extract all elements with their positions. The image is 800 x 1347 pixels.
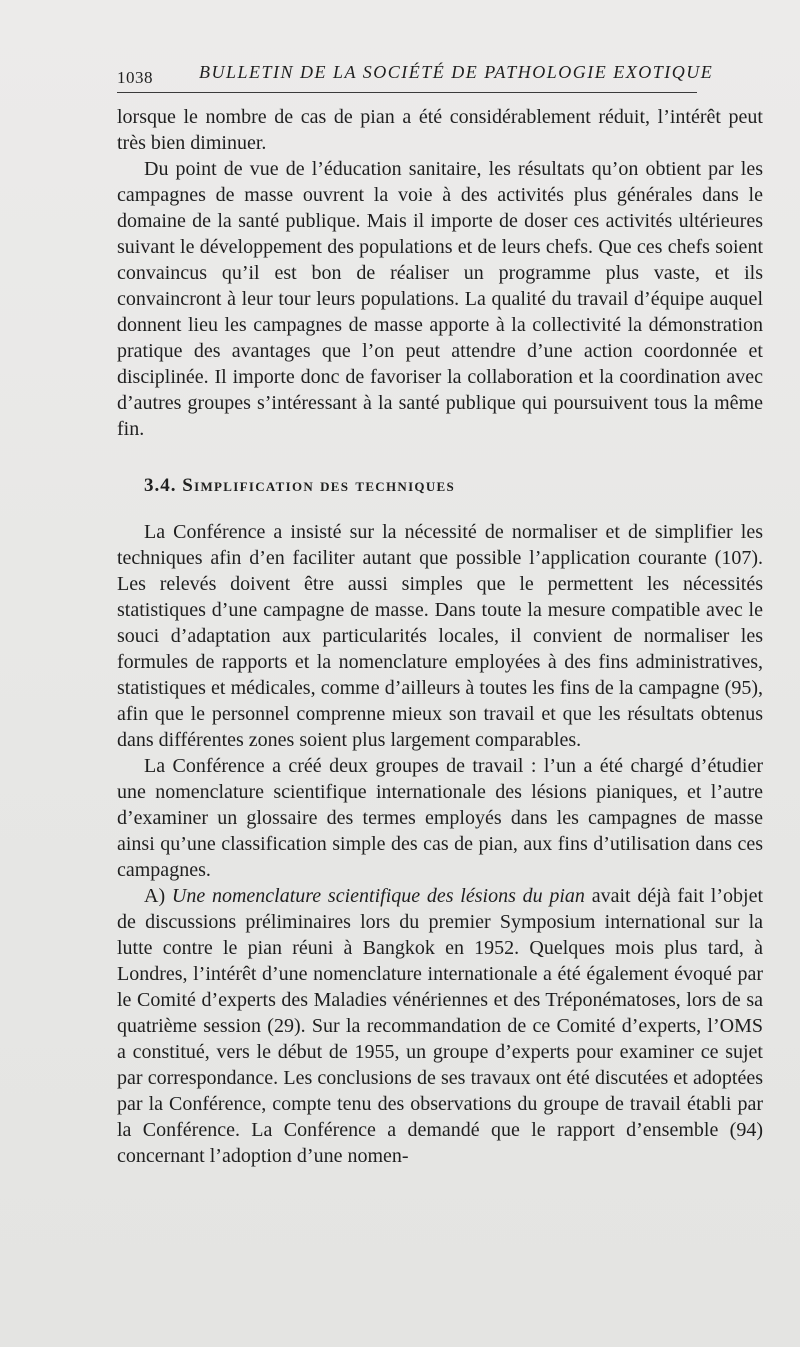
page-number: 1038	[117, 68, 153, 87]
nomenclature-text: avait déjà fait l’objet de discussions préliminaires lors du premier Symposium international sur la lutte contre le pian réuni à Bangkok en 1952. Quelques mois plus tard, à Londres, l’intérêt d’une nomenclature internationale a été également évoqué par le Comité d’experts des Maladies vénériennes et des Tréponématoses, lors de sa quatrième session (29). Sur la recommandation de ce Comité d’experts, l’OMS a constitué, vers le début de 1955, un groupe d’experts pour examiner ce sujet par correspondance. Les conclusions de ses travaux ont été discutées et adoptées par la Conférence, compte tenu des observations du groupe de travail établi par la Conférence. La Conférence a demandé que le rapport d’ensemble (94) concernant l’adoption d’une nomen-	[117, 885, 764, 1167]
paragraph-working-groups: La Conférence a créé deux groupes de travail : l’un a été chargé d’étudier une nomenclature scientifique internationale des lésions pianiques, et l’autre d’examiner un glossaire des termes employés dans les campagnes de masse ainsi qu’une classification simple des cas de pian, aux fins d’utilisation dans ces campagnes.	[117, 755, 763, 881]
nomenclature-title: Une nomenclature scientifique des lésions du pian	[171, 885, 585, 907]
page-header	[117, 56, 714, 93]
page-text	[117, 104, 763, 1169]
paragraph-techniques: La Conférence a insisté sur la nécessité de normaliser et de simplifier les techniques afin d’en faciliter autant que possible l’application courante (107). Les relevés doivent être aussi simples que le permettent les nécessités statistiques d’une campagne de masse. Dans toute la mesure compatible avec le souci d’adaptation aux particularités locales, il convient de normaliser les formules de rapports et la nomenclature employées à des fins administratives, statistiques et médicales, comme d’ailleurs à toutes les fins de la campagne (95), afin que le personnel comprenne mieux son travail et que les résultats obtenus dans différentes zones soient plus largement comparables.	[117, 521, 763, 751]
running-title: BULLETIN DE LA SOCIÉTÉ DE PATHOLOGIE EXOTIQUE	[199, 62, 714, 82]
section-title: Simplification des techniques	[182, 475, 456, 496]
section-number: 3.4.	[144, 475, 177, 496]
section-heading	[144, 473, 763, 499]
paragraph-nomenclature	[117, 883, 763, 1169]
paragraph-continued: lorsque le nombre de cas de pian a été considérablement réduit, l’intérêt peut très bien diminuer.	[117, 106, 763, 154]
paragraph-health-education: Du point de vue de l’éducation sanitaire, les résultats qu’on obtient par les campagnes de masse ouvrent la voie à des activités plus générales dans le domaine de la santé publique. Mais il importe de doser ces activités ultérieures suivant le développement des populations et de leurs chefs. Que ces chefs soient convaincus qu’il est bon de réaliser un programme plus vaste, et ils convaincront à leur tour leurs populations. La qualité du travail d’équipe auquel donnent lieu les campagnes de masse apporte à la collectivité la démonstration pratique des avantages que l’on peut attendre d’une action coordonnée et disciplinée. Il importe donc de favoriser la collaboration et la coordination avec d’autres groupes s’intéressant à la santé publique qui poursuivent tous la même fin.	[117, 158, 763, 440]
subsection-label: A)	[144, 885, 166, 907]
